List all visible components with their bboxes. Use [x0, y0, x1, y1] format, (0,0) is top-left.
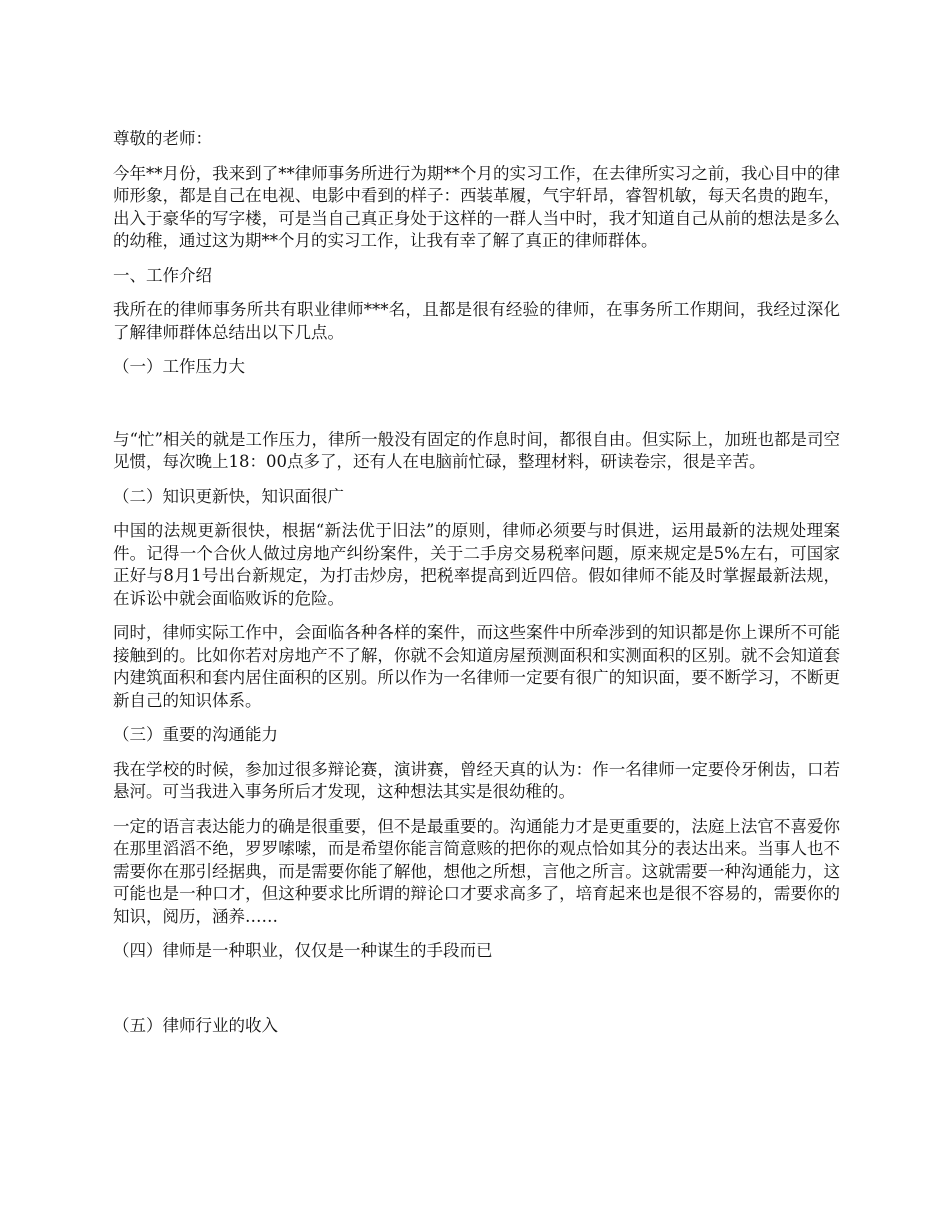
subheading-income: （五）律师行业的收入	[113, 1015, 278, 1035]
paragraph-intro: 今年**月份，我来到了**律师事务所进行为期**个月的实习工作，在去律所实习之前，我心目中的律师形象，都是自己在电视、电影中看到的样子：西装革履，气宇轩昂，睿智机敏，每天名贵的跑车，出入于豪华的写字楼，可是当自己真正身处于这样的一群人当中时，我才知道自己从前的想法是多么的幼稚，通过这为期**个月的实习工作，让我有幸了解了真正的律师群体。	[113, 163, 840, 250]
section-heading-work-intro: 一、工作介绍	[113, 265, 212, 285]
subheading-communication: （三）重要的沟通能力	[113, 725, 278, 744]
blank-space	[113, 975, 840, 1015]
paragraph-broad-knowledge: 同时，律师实际工作中，会面临各种各样的案件，而这些案件中所牵涉到的知识都是你上课所不可能接触到的。比如你若对房地产不了解，你就不会知道房屋预测面积和实测面积的区别。就不会知道套内建筑面积和套内居住面积的区别。所以作为一名律师一定要有很广的知识面，要不断学习，不断更新自己的知识体系。	[113, 623, 840, 710]
blank-space	[113, 391, 840, 429]
paragraph-regulations: 中国的法规更新很快，根据“新法优于旧法”的原则，律师必须要与时俱进，运用最新的法规处理案件。记得一个合伙人做过房地产纠纷案件，关于二手房交易税率问题，原来规定是5%左右，可国家正好与8月1号出台新规定，为打击炒房，把税率提高到近四倍。假如律师不能及时掌握最新法规，在诉讼中就会面临败诉的危险。	[113, 521, 840, 608]
subheading-knowledge: （二）知识更新快，知识面很广	[113, 486, 344, 506]
salutation: 尊敬的老师：	[113, 129, 212, 148]
document-body	[113, 128, 840, 1049]
subheading-profession: （四）律师是一种职业，仅仅是一种谋生的手段而已	[113, 941, 493, 960]
paragraph-communication: 一定的语言表达能力的确是很重要，但不是最重要的。沟通能力才是更重要的，法庭上法官不喜爱你在那里滔滔不绝，罗罗嗦嗦，而是希望你能言简意赅的把你的观点恰如其分的表达出来。当事人也不需要你在那引经据典，而是需要你能了解他，想他之所想，言他之所言。这就需要一种沟通能力，这可能也是一种口才，但这种要求比所谓的辩论口才要求高多了，培育起来也是很不容易的，需要你的知识，阅历，涵养……	[113, 816, 840, 926]
paragraph-firm-overview: 我所在的律师事务所共有职业律师***名，且都是很有经验的律师，在事务所工作期间，我经过深化了解律师群体总结出以下几点。	[113, 300, 840, 342]
subheading-work-pressure: （一）工作压力大	[113, 357, 245, 376]
paragraph-work-pressure: 与“忙”相关的就是工作压力，律所一般没有固定的作息时间，都很自由。但实际上，加班也都是司空见惯，每次晚上18：00点多了，还有人在电脑前忙碌，整理材料，研读卷宗，很是辛苦。	[113, 429, 840, 471]
paragraph-debate: 我在学校的时候，参加过很多辩论赛，演讲赛，曾经天真的认为：作一名律师一定要伶牙俐齿，口若悬河。可当我进入事务所后才发现，这种想法其实是很幼稚的。	[113, 759, 840, 801]
